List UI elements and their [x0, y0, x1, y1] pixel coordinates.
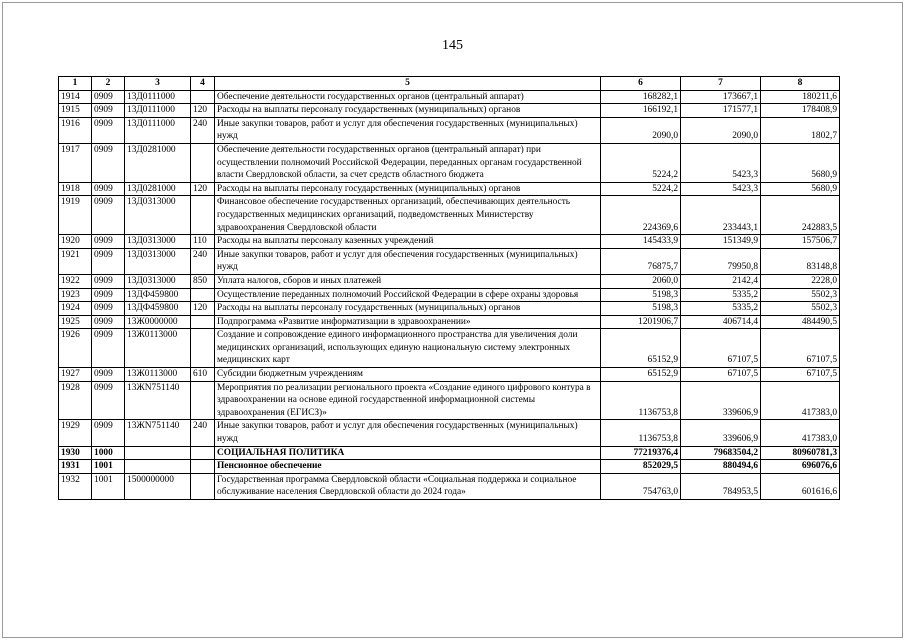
table-row — [59, 381, 840, 420]
item-name-cell: Осуществление переданных полномочий Российской Федерации в сфере охраны здоровья — [215, 288, 601, 302]
header-col-4: 4 — [191, 77, 215, 91]
section-code-cell: 0909 — [92, 248, 125, 274]
amount-col-8-cell: 80960781,3 — [761, 446, 840, 460]
row-number-cell: 1914 — [59, 90, 92, 104]
row-number-cell: 1928 — [59, 381, 92, 420]
table-row — [59, 446, 840, 460]
amount-col-8-cell: 5502,3 — [761, 288, 840, 302]
amount-col-8-cell: 417383,0 — [761, 381, 840, 420]
amount-col-8-cell: 180211,6 — [761, 90, 840, 104]
amount-col-7-cell: 339606,9 — [681, 420, 761, 446]
amount-col-8-cell: 5502,3 — [761, 302, 840, 316]
header-col-5: 5 — [215, 77, 601, 91]
target-article-cell: 1500000000 — [125, 473, 191, 499]
expense-type-cell — [191, 90, 215, 104]
amount-col-6-cell: 224369,6 — [601, 196, 681, 235]
table-header — [59, 77, 840, 91]
amount-col-6-cell: 2060,0 — [601, 274, 681, 288]
expense-type-cell: 850 — [191, 274, 215, 288]
table-row — [59, 420, 840, 446]
expense-type-cell — [191, 288, 215, 302]
item-name-cell: Уплата налогов, сборов и иных платежей — [215, 274, 601, 288]
target-article-cell: 13Д0313000 — [125, 248, 191, 274]
row-number-cell: 1917 — [59, 143, 92, 182]
table-body — [59, 90, 840, 499]
amount-col-8-cell: 178408,9 — [761, 104, 840, 118]
expense-type-cell — [191, 196, 215, 235]
target-article-cell: 13Ж0113000 — [125, 329, 191, 368]
section-code-cell: 0909 — [92, 288, 125, 302]
header-col-2: 2 — [92, 77, 125, 91]
section-code-cell: 0909 — [92, 315, 125, 329]
amount-col-7-cell: 406714,4 — [681, 315, 761, 329]
item-name-cell: Субсидии бюджетным учреждениям — [215, 368, 601, 382]
amount-col-8-cell: 1802,7 — [761, 117, 840, 143]
amount-col-6-cell: 76875,7 — [601, 248, 681, 274]
amount-col-7-cell: 67107,5 — [681, 329, 761, 368]
expense-type-cell: 240 — [191, 248, 215, 274]
target-article-cell: 13Д0111000 — [125, 104, 191, 118]
expense-type-cell: 120 — [191, 182, 215, 196]
section-code-cell: 0909 — [92, 274, 125, 288]
header-col-7: 7 — [681, 77, 761, 91]
amount-col-6-cell: 1136753,8 — [601, 420, 681, 446]
header-col-6: 6 — [601, 77, 681, 91]
amount-col-6-cell: 1136753,8 — [601, 381, 681, 420]
amount-col-7-cell: 339606,9 — [681, 381, 761, 420]
amount-col-6-cell: 5224,2 — [601, 143, 681, 182]
amount-col-7-cell: 880494,6 — [681, 460, 761, 474]
table-row — [59, 329, 840, 368]
section-code-cell: 1000 — [92, 446, 125, 460]
target-article-cell: 13Д0281000 — [125, 143, 191, 182]
row-number-cell: 1918 — [59, 182, 92, 196]
target-article-cell: 13Д0111000 — [125, 117, 191, 143]
expense-type-cell: 610 — [191, 368, 215, 382]
page-number: 145 — [442, 38, 463, 53]
table-row — [59, 288, 840, 302]
expense-type-cell: 120 — [191, 302, 215, 316]
amount-col-8-cell: 5680,9 — [761, 182, 840, 196]
amount-col-6-cell: 77219376,4 — [601, 446, 681, 460]
amount-col-7-cell: 171577,1 — [681, 104, 761, 118]
table-row — [59, 196, 840, 235]
item-name-cell: Обеспечение деятельности государственных органов (центральный аппарат) — [215, 90, 601, 104]
amount-col-7-cell: 79950,8 — [681, 248, 761, 274]
item-name-cell: Мероприятия по реализации регионального проекта «Создание единого цифрового контура в здравоохранении на основе единой государственной информационной системы здравоохранения (ЕГИСЗ)» — [215, 381, 601, 420]
table-row — [59, 235, 840, 249]
table-row — [59, 143, 840, 182]
item-name-cell: Иные закупки товаров, работ и услуг для обеспечения государственных (муниципальных) нужд — [215, 248, 601, 274]
row-number-cell: 1926 — [59, 329, 92, 368]
section-code-cell: 0909 — [92, 329, 125, 368]
section-code-cell: 0909 — [92, 235, 125, 249]
amount-col-8-cell: 67107,5 — [761, 329, 840, 368]
expense-type-cell — [191, 473, 215, 499]
amount-col-6-cell: 168282,1 — [601, 90, 681, 104]
item-name-cell: Расходы на выплаты персоналу государственных (муниципальных) органов — [215, 182, 601, 196]
expense-type-cell — [191, 329, 215, 368]
expense-type-cell — [191, 143, 215, 182]
row-number-cell: 1921 — [59, 248, 92, 274]
amount-col-7-cell: 2090,0 — [681, 117, 761, 143]
target-article-cell: 13Ж0113000 — [125, 368, 191, 382]
section-code-cell: 0909 — [92, 368, 125, 382]
target-article-cell: 13Д0111000 — [125, 90, 191, 104]
table-row — [59, 248, 840, 274]
row-number-cell: 1925 — [59, 315, 92, 329]
amount-col-7-cell: 5423,3 — [681, 143, 761, 182]
target-article-cell: 13Д0313000 — [125, 196, 191, 235]
item-name-cell: Расходы на выплаты персоналу государственных (муниципальных) органов — [215, 104, 601, 118]
row-number-cell: 1932 — [59, 473, 92, 499]
amount-col-8-cell: 2228,0 — [761, 274, 840, 288]
table-row — [59, 90, 840, 104]
item-name-cell: Иные закупки товаров, работ и услуг для обеспечения государственных (муниципальных) нужд — [215, 117, 601, 143]
amount-col-8-cell: 67107,5 — [761, 368, 840, 382]
row-number-cell: 1927 — [59, 368, 92, 382]
section-code-cell: 0909 — [92, 104, 125, 118]
item-name-cell: СОЦИАЛЬНАЯ ПОЛИТИКА — [215, 446, 601, 460]
expense-type-cell — [191, 446, 215, 460]
expense-type-cell: 110 — [191, 235, 215, 249]
item-name-cell: Расходы на выплаты персоналу государственных (муниципальных) органов — [215, 302, 601, 316]
item-name-cell: Обеспечение деятельности государственных органов (центральный аппарат) при осуществлении полномочий Российской Федерации, переданных органам государственной власти Свердловской области, за счет средств областного бюджета — [215, 143, 601, 182]
expense-type-cell — [191, 460, 215, 474]
item-name-cell: Государственная программа Свердловской области «Социальная поддержка и социальное обслуживание населения Свердловской области до 2024 года» — [215, 473, 601, 499]
target-article-cell: 13Д0281000 — [125, 182, 191, 196]
target-article-cell: 13ДФ459800 — [125, 302, 191, 316]
item-name-cell: Создание и сопровождение единого информационного пространства для увеличения доли медицинских организаций, использующих единую национальную систему электронных медицинских карт — [215, 329, 601, 368]
expense-type-cell: 240 — [191, 420, 215, 446]
section-code-cell: 0909 — [92, 143, 125, 182]
amount-col-6-cell: 2090,0 — [601, 117, 681, 143]
target-article-cell: 13ЖN751140 — [125, 420, 191, 446]
amount-col-8-cell: 5680,9 — [761, 143, 840, 182]
amount-col-7-cell: 5423,3 — [681, 182, 761, 196]
expense-type-cell: 240 — [191, 117, 215, 143]
table-row — [59, 473, 840, 499]
target-article-cell: 13Ж0000000 — [125, 315, 191, 329]
amount-col-8-cell: 601616,6 — [761, 473, 840, 499]
item-name-cell: Финансовое обеспечение государственных организаций, обеспечивающих деятельность государственных медицинских организаций, подведомственных Министерству здравоохранения Свердловской области — [215, 196, 601, 235]
amount-col-7-cell: 67107,5 — [681, 368, 761, 382]
amount-col-6-cell: 5224,2 — [601, 182, 681, 196]
row-number-cell: 1915 — [59, 104, 92, 118]
amount-col-6-cell: 5198,3 — [601, 302, 681, 316]
amount-col-7-cell: 151349,9 — [681, 235, 761, 249]
target-article-cell: 13Д0313000 — [125, 235, 191, 249]
section-code-cell: 0909 — [92, 90, 125, 104]
target-article-cell — [125, 460, 191, 474]
amount-col-6-cell: 852029,5 — [601, 460, 681, 474]
table-row — [59, 104, 840, 118]
row-number-cell: 1930 — [59, 446, 92, 460]
amount-col-6-cell: 5198,3 — [601, 288, 681, 302]
amount-col-6-cell: 65152,9 — [601, 329, 681, 368]
amount-col-7-cell: 5335,2 — [681, 288, 761, 302]
table-row — [59, 182, 840, 196]
amount-col-6-cell: 1201906,7 — [601, 315, 681, 329]
amount-col-7-cell: 5335,2 — [681, 302, 761, 316]
amount-col-7-cell: 173667,1 — [681, 90, 761, 104]
section-code-cell: 0909 — [92, 117, 125, 143]
amount-col-6-cell: 754763,0 — [601, 473, 681, 499]
target-article-cell — [125, 446, 191, 460]
amount-col-6-cell: 166192,1 — [601, 104, 681, 118]
budget-table — [58, 76, 840, 500]
section-code-cell: 0909 — [92, 420, 125, 446]
expense-type-cell — [191, 381, 215, 420]
row-number-cell: 1929 — [59, 420, 92, 446]
expense-type-cell — [191, 315, 215, 329]
amount-col-8-cell: 83148,8 — [761, 248, 840, 274]
section-code-cell: 1001 — [92, 460, 125, 474]
row-number-cell: 1919 — [59, 196, 92, 235]
amount-col-7-cell: 79683504,2 — [681, 446, 761, 460]
target-article-cell: 13ЖN751140 — [125, 381, 191, 420]
target-article-cell: 13ДФ459800 — [125, 288, 191, 302]
section-code-cell: 0909 — [92, 381, 125, 420]
table-row — [59, 274, 840, 288]
amount-col-8-cell: 157506,7 — [761, 235, 840, 249]
item-name-cell: Подпрограмма «Развитие информатизации в здравоохранении» — [215, 315, 601, 329]
table-row — [59, 117, 840, 143]
target-article-cell: 13Д0313000 — [125, 274, 191, 288]
header-col-3: 3 — [125, 77, 191, 91]
header-row — [59, 77, 840, 91]
section-code-cell: 0909 — [92, 196, 125, 235]
row-number-cell: 1922 — [59, 274, 92, 288]
header-col-8: 8 — [761, 77, 840, 91]
amount-col-8-cell: 242883,5 — [761, 196, 840, 235]
amount-col-6-cell: 145433,9 — [601, 235, 681, 249]
row-number-cell: 1916 — [59, 117, 92, 143]
header-col-1: 1 — [59, 77, 92, 91]
row-number-cell: 1923 — [59, 288, 92, 302]
expense-type-cell: 120 — [191, 104, 215, 118]
item-name-cell: Пенсионное обеспечение — [215, 460, 601, 474]
section-code-cell: 0909 — [92, 182, 125, 196]
item-name-cell: Иные закупки товаров, работ и услуг для обеспечения государственных (муниципальных) нужд — [215, 420, 601, 446]
amount-col-8-cell: 696076,6 — [761, 460, 840, 474]
table-row — [59, 302, 840, 316]
table-row — [59, 460, 840, 474]
amount-col-7-cell: 233443,1 — [681, 196, 761, 235]
amount-col-8-cell: 484490,5 — [761, 315, 840, 329]
row-number-cell: 1920 — [59, 235, 92, 249]
row-number-cell: 1931 — [59, 460, 92, 474]
amount-col-6-cell: 65152,9 — [601, 368, 681, 382]
amount-col-8-cell: 417383,0 — [761, 420, 840, 446]
section-code-cell: 0909 — [92, 302, 125, 316]
table-row — [59, 315, 840, 329]
item-name-cell: Расходы на выплаты персоналу казенных учреждений — [215, 235, 601, 249]
row-number-cell: 1924 — [59, 302, 92, 316]
amount-col-7-cell: 2142,4 — [681, 274, 761, 288]
section-code-cell: 1001 — [92, 473, 125, 499]
table-row — [59, 368, 840, 382]
amount-col-7-cell: 784953,5 — [681, 473, 761, 499]
